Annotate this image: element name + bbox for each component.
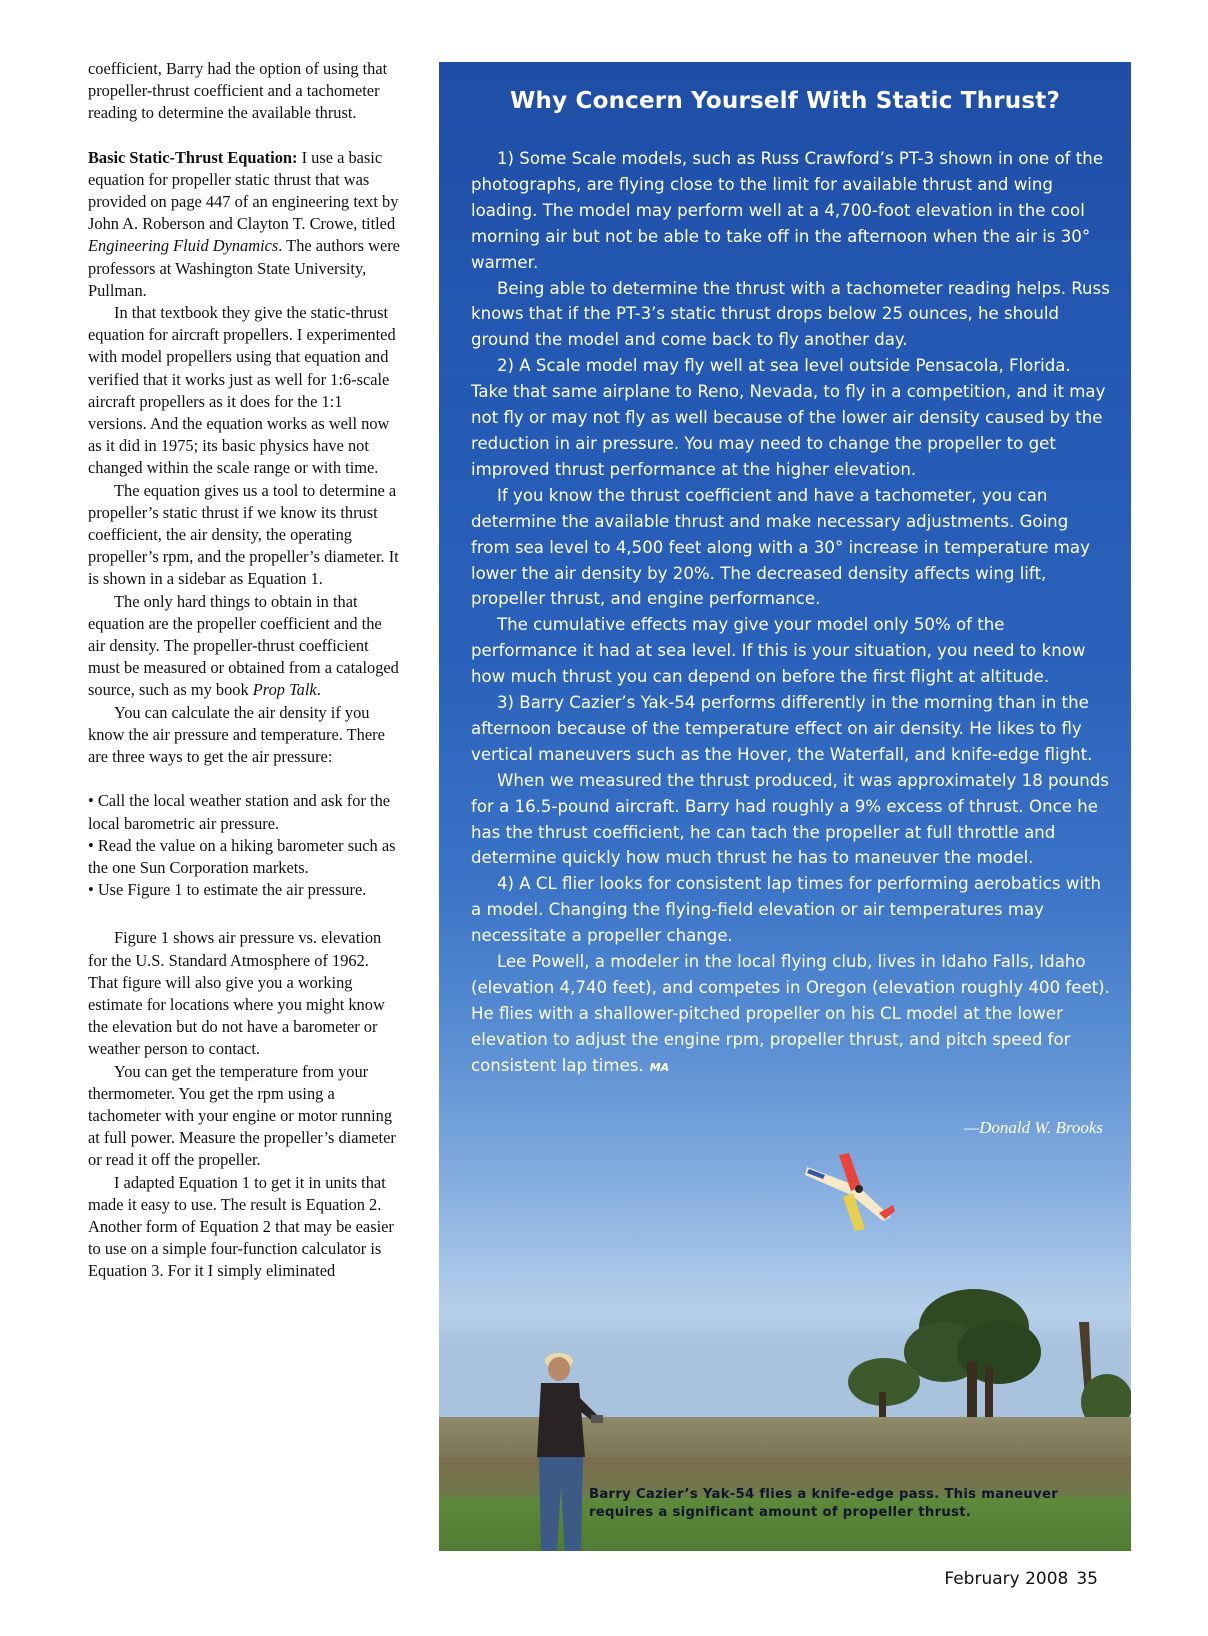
end-mark: MA	[649, 1060, 670, 1074]
byline: —Donald W. Brooks	[964, 1118, 1103, 1137]
text-run: . The authors were professors at Washington State University, Pullman.	[88, 236, 400, 300]
sidebar-title: Why Concern Yourself With Static Thrust?	[509, 88, 1061, 114]
paragraph-intro: coefficient, Barry had the option of using that propeller-thrust coefficient and a tachometer reading to determine the available thrust.	[88, 59, 388, 123]
paragraph-equation-2: I adapted Equation 1 to get it in units that made it easy to use. The result is Equation 2. Another form of Equation 2 that may be easier to use on a simple four-function calculator is Equation 3. For it I simply eliminated	[88, 1172, 394, 1281]
paragraph-temperature: You can get the temperature from your thermometer. You get the rpm using a tachometer with your engine or motor running at full power. Measure the propeller’s diameter or read it off the propeller.	[88, 1061, 396, 1170]
book-title: Prop Talk	[252, 680, 317, 700]
text-run: Lee Powell, a modeler in the local flying club, lives in Idaho Falls, Idaho (elevation 4,740 feet), and competes in Oregon (elevation roughly 400 feet). He flies with a shallower-pitched propeller on his CL model at the lower elevation to adjust the engine rpm, propeller thrust, and pitch speed for consistent lap times.	[471, 952, 1110, 1075]
issue-date: February 2008	[944, 1569, 1069, 1589]
sidebar-paragraph: 2) A Scale model may fly well at sea level outside Pensacola, Florida. Take that same airplane to Reno, Nevada, to fly in a competition, and it may not fly or may not fly as well because of the lower air density caused by the reduction in air pressure. You may need to change the propeller to get improved thrust performance at the higher elevation.	[471, 356, 1106, 479]
paragraph-air-density: You can calculate the air density if you know the air pressure and temperature. There are three ways to get the air pressure:	[88, 702, 385, 767]
sidebar-paragraph: 3) Barry Cazier’s Yak-54 performs differently in the morning than in the afternoon because of the temperature effect on air density. He likes to fly vertical maneuvers such as the Hover, the Waterfall, and knife-edge flight.	[471, 693, 1093, 764]
sidebar-paragraph: If you know the thrust coefficient and have a tachometer, you can determine the available thrust and make necessary adjustments. Going from sea level to 4,500 feet along with a 30° increase in temperature may lower the air density by 20%. The decreased density affects wing lift, propeller thrust, and engine performance.	[471, 485, 1090, 609]
page-footer	[936, 1569, 1098, 1589]
airplane-illustration	[799, 1147, 899, 1237]
photo-caption: Barry Cazier’s Yak-54 flies a knife-edge pass. This maneuver requires a significant amount of propeller thrust.	[589, 1487, 1059, 1520]
sidebar-paragraph-last	[471, 949, 1111, 1081]
sidebar-panel	[439, 62, 1131, 1551]
page-number: 35	[1076, 1569, 1098, 1589]
sidebar-paragraph: 4) A CL flier looks for consistent lap times for performing aerobatics with a model. Changing the flying-field elevation or air temperatures may necessitate a propeller change.	[471, 874, 1101, 946]
left-column	[88, 58, 400, 1283]
paragraph-hard-things	[88, 591, 400, 702]
sidebar-paragraph: When we measured the thrust produced, it was approximately 18 pounds for a 16.5-pound aircraft. Barry had roughly a 9% excess of thrust. Once he has the thrust coefficient, he can tach the propeller at full throttle and determine quickly how much thrust he has to maneuver the model.	[471, 770, 1109, 868]
bullet-item: • Use Figure 1 to estimate the air pressure.	[88, 880, 367, 900]
paragraph-basic-equation	[88, 147, 400, 302]
sidebar-paragraph: Being able to determine the thrust with a tachometer reading helps. Russ knows that if the PT-3’s static thrust drops below 25 ounces, he should ground the model and come back to fly another day.	[471, 278, 1110, 350]
book-title: Engineering Fluid Dynamics	[88, 236, 279, 256]
paragraph-figure-1: Figure 1 shows air pressure vs. elevation for the U.S. Standard Atmosphere of 1962. That figure will also give you a working estimate for locations where you might know the elevation but do not have a barometer or weather person to contact.	[88, 928, 385, 1059]
text-run: .	[316, 680, 321, 700]
run-in-heading: Basic Static-Thrust Equation:	[88, 147, 298, 167]
sidebar-body	[471, 146, 1111, 1081]
sidebar-paragraph: The cumulative effects may give your model only 50% of the performance it had at sea level. If this is your situation, you need to know how much thrust you can depend on before the first flight at altitude.	[471, 615, 1086, 687]
bullet-item: • Call the local weather station and ask for the local barometric air pressure.	[88, 791, 391, 833]
paragraph-textbook: In that textbook they give the static-thrust equation for aircraft propellers. I experimented with model propellers using that equation and verified that it works just as well for 1:6-scale aircraft propellers as it does for the 1:1 versions. And the equation works as well now as it did in 1975; its basic physics have not changed within the scale range or with time.	[88, 303, 396, 478]
paragraph-equation-tool: The equation gives us a tool to determine a propeller’s static thrust if we know its thrust coefficient, the air density, the operating propeller’s rpm, and the propeller’s diameter. It is shown in a sidebar as Equation 1.	[88, 480, 399, 589]
text-run: I use a basic equation for propeller static thrust that was provided on page 447 of an engineering text by John A. Roberson and Clayton T. Crowe, titled	[88, 147, 399, 234]
bullet-item: • Read the value on a hiking barometer such as the one Sun Corporation markets.	[88, 835, 396, 877]
sidebar-paragraph: 1) Some Scale models, such as Russ Crawford’s PT-3 shown in one of the photographs, are flying close to the limit for available thrust and wing loading. The model may perform well at a 4,700-foot elevation in the cool morning air but not be able to take off in the afternoon when the air is 30° warmer.	[471, 149, 1104, 272]
text-run: The only hard things to obtain in that equation are the propeller coefficient and the air density. The propeller-thrust coefficient must be measured or obtained from a cataloged source, such as my book	[88, 591, 399, 700]
